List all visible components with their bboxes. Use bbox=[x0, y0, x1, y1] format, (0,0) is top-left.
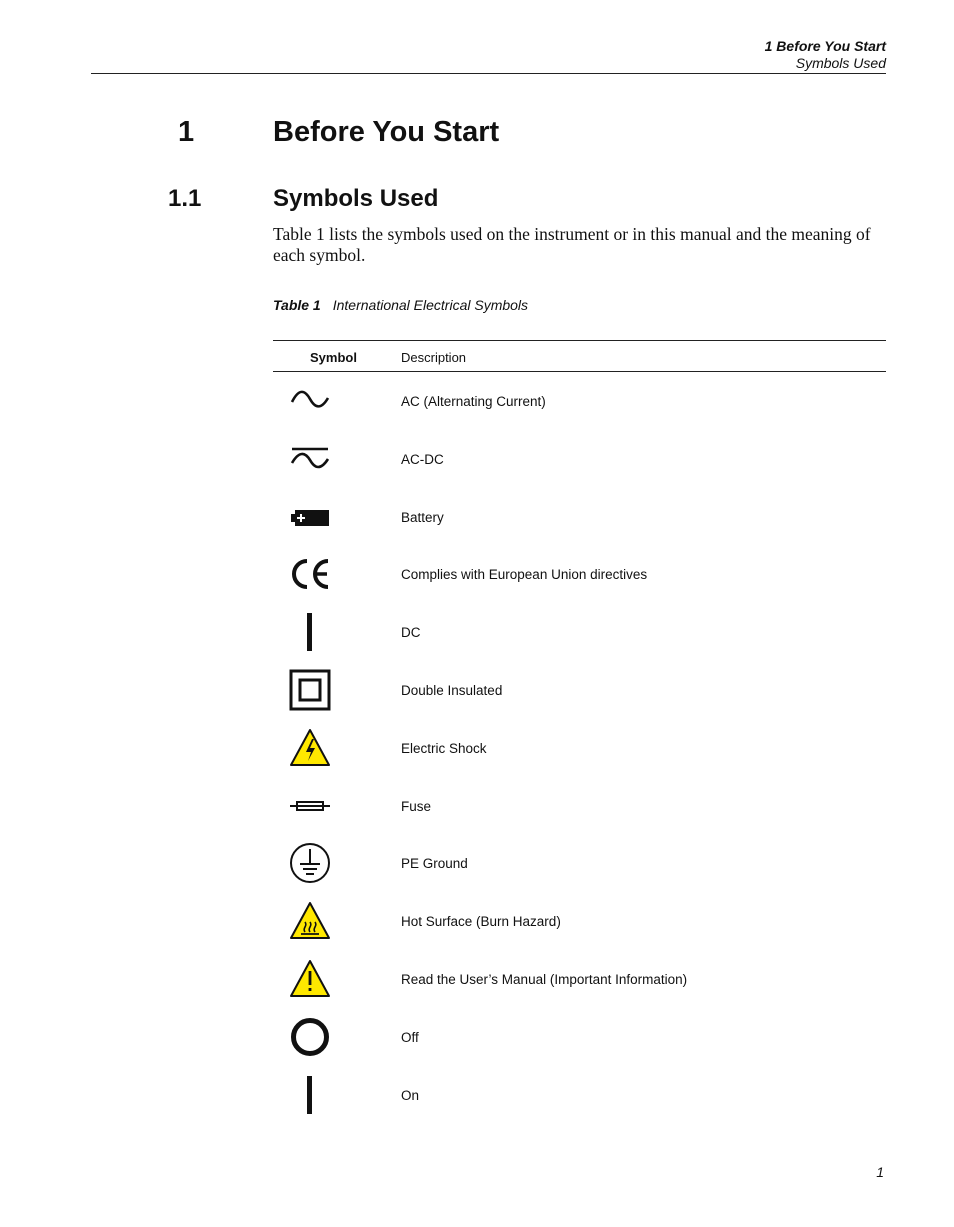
battery-icon bbox=[289, 496, 331, 538]
symbol-description: Hot Surface (Burn Hazard) bbox=[401, 914, 561, 930]
table-row bbox=[273, 1066, 886, 1124]
page-number: 1 bbox=[876, 1164, 884, 1180]
symbols-table bbox=[273, 340, 886, 1123]
ac-icon bbox=[289, 380, 331, 422]
table-row bbox=[273, 545, 886, 603]
header-description: Description bbox=[401, 350, 467, 365]
running-head-chapter: 1 Before You Start bbox=[764, 38, 886, 54]
section-number: 1.1 bbox=[168, 185, 202, 212]
symbol-description: AC-DC bbox=[401, 451, 444, 467]
symbol-description: Fuse bbox=[401, 798, 432, 814]
symbol-description: On bbox=[401, 1087, 420, 1103]
section-title: Symbols Used bbox=[273, 185, 439, 212]
running-head-section: Symbols Used bbox=[795, 55, 886, 71]
table-row bbox=[273, 488, 886, 546]
symbol-description: Complies with European Union directives bbox=[401, 567, 648, 583]
running-head bbox=[765, 38, 886, 72]
electric-shock-icon bbox=[289, 727, 331, 769]
table-row bbox=[273, 372, 886, 430]
header-rule bbox=[91, 73, 886, 74]
table-row bbox=[273, 777, 886, 835]
symbol-description: PE Ground bbox=[401, 856, 468, 872]
table-row bbox=[273, 719, 886, 777]
table-row bbox=[273, 892, 886, 950]
symbol-description: Read the User’s Manual (Important Information) bbox=[401, 971, 688, 987]
table-header bbox=[273, 340, 886, 372]
pe-ground-icon bbox=[289, 842, 331, 884]
table-caption-label: Table 1 bbox=[273, 297, 321, 313]
symbol-description: Off bbox=[401, 1029, 419, 1045]
table-row bbox=[273, 430, 886, 488]
table-body bbox=[273, 372, 886, 1123]
table-row bbox=[273, 661, 886, 719]
intro-paragraph: Table 1 lists the symbols used on the instrument or in this manual and the meaning of each symbol. bbox=[273, 224, 871, 265]
ac-dc-icon bbox=[289, 438, 331, 480]
table-row bbox=[273, 603, 886, 661]
symbol-description: Electric Shock bbox=[401, 740, 487, 756]
table-row bbox=[273, 950, 886, 1008]
chapter-number: 1 bbox=[178, 116, 195, 148]
table-caption-title: International Electrical Symbols bbox=[332, 297, 529, 313]
off-icon bbox=[289, 1016, 331, 1058]
on-icon bbox=[289, 1074, 331, 1116]
symbol-description: AC (Alternating Current) bbox=[401, 394, 546, 409]
chapter-title: Before You Start bbox=[273, 116, 500, 148]
header-symbol: Symbol bbox=[310, 350, 357, 365]
dc-icon bbox=[289, 611, 331, 653]
fuse-icon bbox=[289, 785, 331, 827]
double-insulated-icon bbox=[289, 669, 331, 711]
table-row bbox=[273, 834, 886, 892]
symbol-description: Battery bbox=[401, 509, 444, 525]
ce-mark-icon bbox=[289, 553, 331, 595]
symbol-description: Double Insulated bbox=[401, 682, 503, 698]
symbol-description: DC bbox=[401, 625, 421, 641]
table-caption bbox=[273, 297, 528, 313]
warning-icon bbox=[289, 958, 331, 1000]
hot-surface-icon bbox=[289, 900, 331, 942]
table-row bbox=[273, 1008, 886, 1066]
